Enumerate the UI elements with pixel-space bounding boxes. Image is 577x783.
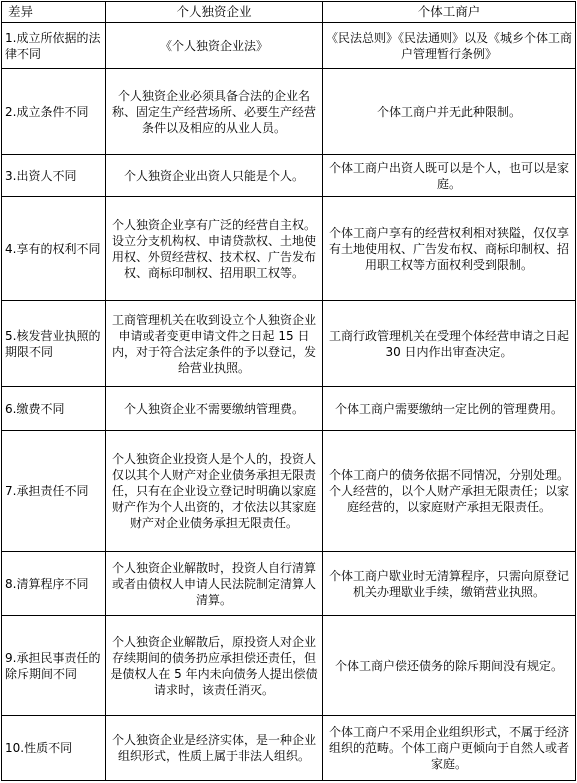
row-difference: 1.成立所依据的法律不同: [2, 23, 106, 69]
table-row: [2, 301, 576, 387]
header-difference: 差异: [2, 2, 106, 23]
row-difference: 10.性质不同: [2, 716, 106, 781]
row-difference: 3.出资人不同: [2, 155, 106, 197]
row-individual-business: 个体工商户不采用企业组织形式，不属于经济组织的范畴。个体工商户更倾向于自然人或者家庭。: [323, 716, 576, 781]
row-sole-proprietorship: 个人独资企业必须具备合法的企业名称、固定生产经营场所、必要生产经营条件以及相应的从业人员。: [106, 69, 323, 155]
header-row: [2, 2, 576, 23]
comparison-table: [1, 1, 576, 781]
row-sole-proprietorship: 个人独资企业不需要缴纳管理费。: [106, 387, 323, 431]
row-sole-proprietorship: 《个人独资企业法》: [106, 23, 323, 69]
row-sole-proprietorship: 个人独资企业解散后，原投资人对企业存续期间的债务扔应承担偿还责任，但是债权人在 5 年内未向债务人提出偿债请求时，该责任消灭。: [106, 616, 323, 716]
row-individual-business: 工商行政管理机关在受理个体经营申请之日起 30 日内作出审查决定。: [323, 301, 576, 387]
row-difference: 7.承担责任不同: [2, 431, 106, 552]
table-row: [2, 155, 576, 197]
header-sole-proprietorship: 个人独资企业: [106, 2, 323, 23]
table-header: [2, 2, 576, 23]
row-individual-business: 个体工商户歇业时无清算程序，只需向原登记机关办理歇业手续，缴销营业执照。: [323, 552, 576, 616]
table-row: [2, 23, 576, 69]
row-difference: 5.核发营业执照的期限不同: [2, 301, 106, 387]
table-body: [2, 23, 576, 781]
row-sole-proprietorship: 个人独资企业享有广泛的经营自主权。设立分支机构权、申请贷款权、土地使用权、外贸经营权、技术权、广告发布权、商标印制权、招用职工权等。: [106, 197, 323, 301]
row-sole-proprietorship: 个人独资企业出资人只能是个人。: [106, 155, 323, 197]
row-sole-proprietorship: 工商管理机关在收到设立个人独资企业申请或者变更申请文件之日起 15 日内，对于符合法定条件的予以登记，发给营业执照。: [106, 301, 323, 387]
row-sole-proprietorship: 个人独资企业是经济实体，是一种企业组织形式，性质上属于非法人组织。: [106, 716, 323, 781]
row-individual-business: 《民法总则》《民法通则》以及《城乡个体工商户管理暂行条例》: [323, 23, 576, 69]
row-difference: 6.缴费不同: [2, 387, 106, 431]
table-row: [2, 387, 576, 431]
table-row: [2, 69, 576, 155]
row-sole-proprietorship: 个人独资企业投资人是个人的，投资人仅以其个人财产对企业债务承担无限责任，只有在企业设立登记时明确以家庭财产作为个人出资的，才依法以其家庭财产对企业债务承担无限责任。: [106, 431, 323, 552]
row-difference: 2.成立条件不同: [2, 69, 106, 155]
table-row: [2, 197, 576, 301]
table-row: [2, 431, 576, 552]
row-individual-business: 个体工商户并无此种限制。: [323, 69, 576, 155]
row-individual-business: 个体工商户偿还债务的除斥期间没有规定。: [323, 616, 576, 716]
row-individual-business: 个体工商户出资人既可以是个人，也可以是家庭。: [323, 155, 576, 197]
table-row: [2, 616, 576, 716]
row-sole-proprietorship: 个人独资企业解散时，投资人自行清算或者由债权人申请人民法院制定清算人清算。: [106, 552, 323, 616]
header-individual-business: 个体工商户: [323, 2, 576, 23]
row-individual-business: 个体工商户享有的经营权利相对狭隘，仅仅享有土地使用权、广告发布权、商标印制权、招用职工权等方面权利受到限制。: [323, 197, 576, 301]
table-row: [2, 552, 576, 616]
row-difference: 9.承担民事责任的除斥期间不同: [2, 616, 106, 716]
row-individual-business: 个体工商户的债务依据不同情况，分别处理。个人经营的，以个人财产承担无限责任；以家庭经营的，以家庭财产承担无限责任。: [323, 431, 576, 552]
row-difference: 8.清算程序不同: [2, 552, 106, 616]
row-difference: 4.享有的权利不同: [2, 197, 106, 301]
table-row: [2, 716, 576, 781]
row-individual-business: 个体工商户需要缴纳一定比例的管理费用。: [323, 387, 576, 431]
